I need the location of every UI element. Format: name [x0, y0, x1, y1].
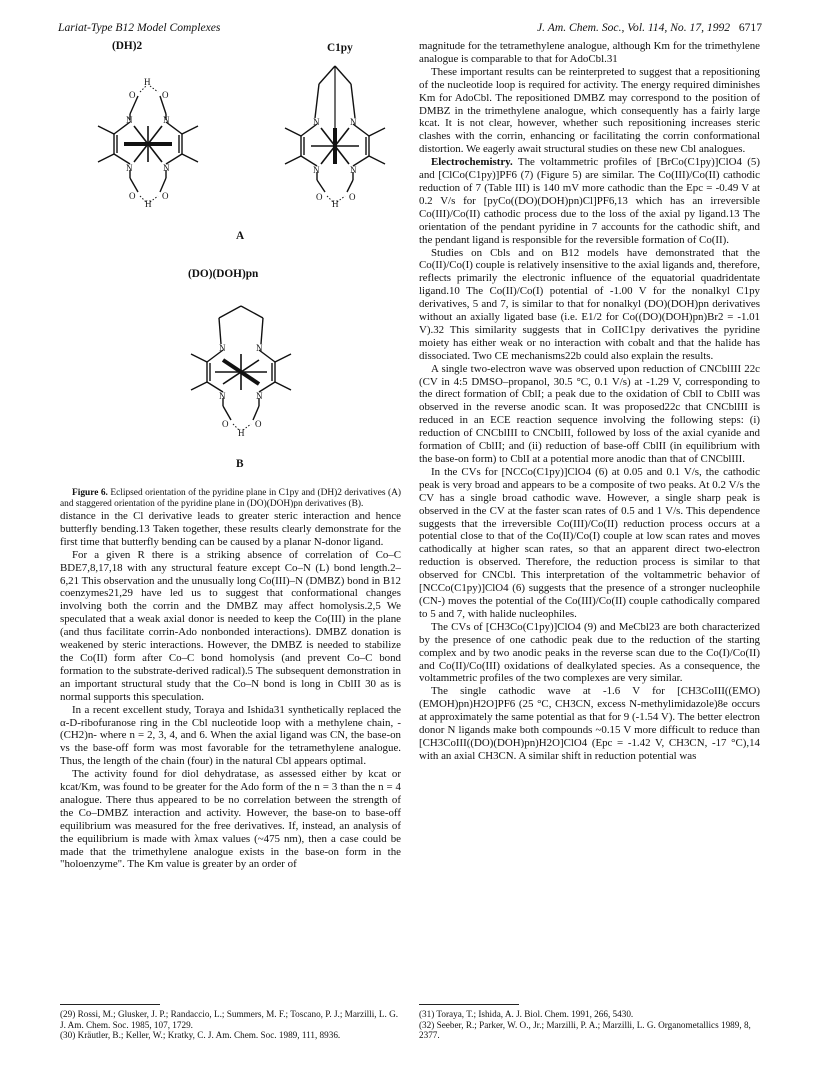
atom-n: N — [126, 115, 133, 125]
paragraph: distance in the Cl derivative leads to greater steric interaction and hence butterfly bending.13 Taken together, these results clearly demonstrate for the first time that butterfly bending can be caused by a planar N-donor ligand. — [60, 510, 401, 548]
reference: (29) Rossi, M.; Glusker, J. P.; Randaccio, L.; Summers, M. F.; Toscano, P. J.; Marzilli, L. G. J. Am. Chem. Soc. 1985, 107, 1729. — [60, 1009, 399, 1030]
figure-caption — [60, 488, 401, 510]
atom-o: O — [316, 192, 323, 202]
label-dh2: (DH)2 — [112, 40, 143, 52]
structure-dodohpn — [181, 300, 301, 450]
atom-n: N — [256, 391, 263, 401]
references-left — [60, 1004, 401, 1041]
atom-o: O — [162, 90, 169, 100]
right-column — [419, 40, 760, 763]
caption-lead: Figure 6. — [72, 488, 108, 498]
atom-n: N — [313, 165, 320, 175]
label-a: A — [236, 230, 245, 242]
paragraph-text: The voltammetric profiles of [BrCo(C1py)]ClO4 (5) and [ClCo(C1py)]PF6 (7) (Figure 5) are similar. The Co(III)/Co(II) cathodic reduction of 7 (Table III) is 140 mV more cathodic than the Epc = -0.49 V at 0.2 V/s for [pyCo((DO)(DOH)pn)Cl]PF6,13 which has an irreversible Co(III)/Co(II) cathodic process due to the loss of the axial py ligand.13 The orientation of the pendant pyridine in 7 accounts for the cathodic shift, and the pendant ligand is responsible for the reversible formation of Co(II). — [419, 156, 760, 246]
figure-6 — [60, 40, 401, 488]
paragraph: magnitude for the tetramethylene analogue, although Km for the trimethylene analogue is comparable to that for AdoCbl.31 — [419, 40, 760, 65]
atom-n: N — [219, 391, 226, 401]
atom-n: N — [163, 115, 170, 125]
atom-o: O — [129, 191, 136, 201]
atom-n: N — [350, 165, 357, 175]
atom-o: O — [129, 90, 136, 100]
atom-n: N — [350, 117, 357, 127]
atom-h: H — [332, 199, 339, 208]
atom-h: H — [145, 199, 152, 208]
journal-header — [537, 21, 762, 34]
references-right — [419, 1004, 760, 1041]
paragraph: In the CVs for [NCCo(C1py)]ClO4 (6) at 0.05 and 0.1 V/s, the cathodic peak is very broad and appears to be a composite of two peaks. At 0.2 V/s the CV has a single broad cathodic wave. However, a single sharp peak is observed in the CV at the faster scan rates of 0.5 and 1 V/s. This dependence suggests that the irreversible Co(III)/Co(II) reduction process occurs at a potential close to that of the Co(II)/Co(I) couple at low scan rates and moves cathodically at higher scan rates, so that an apparent direct two-electron reduction is observed. Therefore, the reduction process is similar to that observed for CNCbl. This interpretation of the voltammetric behavior of [NCCo(C1py)]ClO4 (6) suggests that the presence of a stronger nucleophile (CN-) moves the potential of the Co(III)/Co(II) couple cathodically compared to 5 and 7, with halide nucleophiles. — [419, 465, 760, 620]
paragraph: A single two-electron wave was observed upon reduction of CNCblIII 22c (CV in 4:5 DMSO–propanol, 30.5 °C, 0.1 V/s) at -1.29 V, corresponding to the direct formation of CblI; a peak due to the oxidation of CblI to CblII was observed in the reverse anodic scan. It was proposed22c that CNCblIII is reduced in an ECE reaction sequence involving the following steps: (i) reduction of CNCblIII to CNCblII, followed by loss of the axial cyanide and formation of CblII; and (ii) reduction of base-off CblII (in equilibrium with the base-on form) to CblI at a potential more anodic than that of CNCblIII. — [419, 362, 760, 465]
footnote-rule — [419, 1004, 519, 1005]
reference: (31) Toraya, T.; Ishida, A. J. Biol. Chem. 1991, 266, 5430. — [419, 1009, 634, 1019]
paragraph: Studies on Cbls and on B12 models have demonstrated that the Co(II)/Co(I) couple is relatively insensitive to the axial ligands and, therefore, reflects primarily the electronic influence of the equatorial quadridentate ligand.10 The Co(II)/Co(I) potential of -1.00 V for the nonalkyl C1py derivatives, 5 and 7, is similar to that for nonalkyl (DO)(DOH)pn derivatives without an axially ligated base (i.e. E1/2 for Co((DO)(DOH)pn)Br2 = -1.01 V).32 This similarity suggests that in CoIIC1py derivatives the pyridine moiety has either weak or no interaction with cobalt and that the halide has dissociated. Two CE mechanisms22b could also explain the results. — [419, 246, 760, 362]
section-heading: Electrochemistry. — [431, 156, 513, 169]
paragraph: The single cathodic wave at -1.6 V for [CH3CoIII((EMO)(EMOH)pn)H2O]PF6 (25 °C, CH3CN, excess N-methylimidazole)8e occurs at approximately the same potential as that for 9 (-1.54 V). The better electron donor N ligands make both compounds ~0.15 V more difficult to reduce than [CH3CoIII((DO)(DOH)pn)H2O]ClO4 (Epc = -1.42 V, CH3CN, -17 °C),14 with an axial CH3CN. A similar shift in reduction potential was — [419, 685, 760, 762]
reference: (32) Seeber, R.; Parker, W. O., Jr.; Marzilli, P. A.; Marzilli, L. G. Organometallics 1989, 8, 2377. — [419, 1019, 751, 1041]
page-number: 6717 — [738, 21, 762, 34]
atom-n: N — [256, 343, 263, 353]
journal-line: J. Am. Chem. Soc., Vol. 114, No. 17, 1992 — [537, 21, 731, 34]
label-b: B — [236, 458, 244, 470]
paragraph — [419, 156, 760, 246]
atom-n: N — [313, 117, 320, 127]
structure-c1py — [275, 58, 395, 208]
paragraph: These important results can be reinterpreted to suggest that a repositioning of the nucleotide loop is required for activity. The energy required diminishes Km for AdoCbl. The repositioned DMBZ may correspond to the position of DMBZ in the trimethylene analogue, which consequently has a fairly large kcat. It is not clear, however, whether such repositioning increases steric clashes with the corrin, enhancing or facilitating the corrin conformational distortion. We eagerly await structural studies on these new Cbl analogues. — [419, 65, 760, 156]
atom-o: O — [162, 191, 169, 201]
structure-dh2 — [88, 68, 208, 208]
running-title: Lariat-Type B12 Model Complexes — [58, 21, 221, 34]
atom-h: H — [144, 77, 151, 87]
paragraph: For a given R there is a striking absence of correlation of Co–C BDE7,8,17,18 with any structural feature except Co–N (L) bond length.2–6,21 This observation and the unusually long Co(III)–N (DMBZ) bond in B12 coenzymes21,29 have led us to suggest that conformational changes involving both the corrin and the DMBZ may affect homolysis.2,5 We speculated that a weak axial donor is needed to keep the Co(III) in the plane (and thus facilitate corrin-Ado nonbonded interactions). DMBZ donation is weakened by steric interactions. However, the DMBZ is needed to stabilize the Co(II) form after Co–C bond homolysis (and prevent Co–C bond formation to the substrate-derived radical).5 The subsequent demonstration in an important structural study that the Co–N bond is long in CblII 30 as is normal supports this speculation. — [60, 548, 402, 703]
label-dodohpn: (DO)(DOH)pn — [188, 268, 259, 280]
atom-o: O — [222, 419, 229, 429]
atom-n: N — [126, 163, 133, 173]
left-column — [60, 40, 401, 871]
atom-o: O — [255, 419, 262, 429]
paragraph: The CVs of [CH3Co(C1py)]ClO4 (9) and MeCbl23 are both characterized by the presence of one cathodic peak due to the reduction of the starting complex and by two anodic peaks in the reverse scan due to the Co(I)/Co(II) and Co(II)/Co(III) oxidations of dealkylated species. As a consequence, the voltammetric profiles of the two complexes are very similar. — [419, 620, 760, 685]
reference: (30) Kräutler, B.; Keller, W.; Kratky, C. J. Am. Chem. Soc. 1989, 111, 8936. — [60, 1030, 341, 1041]
atom-n: N — [163, 163, 170, 173]
atom-n: N — [219, 343, 226, 353]
caption-text: Eclipsed orientation of the pyridine plane in C1py and (DH)2 derivatives (A) and staggered orientation of the pyridine plane in (DO)(DOH)pn derivatives (B). — [60, 488, 402, 509]
paragraph: In a recent excellent study, Toraya and Ishida31 synthetically replaced the α-D-ribofuranose ring in the Cbl nucleotide loop with a methylene chain, -(CH2)n- where n = 2, 3, 4, and 6. When the axial ligand was CN, the base-on vs the base-off form was most favorable for the tetramethylene analogue. Thus, the length of the chain (four) in the natural Cbl appears optimal. — [60, 703, 401, 768]
label-c1py: C1py — [327, 42, 353, 54]
atom-o: O — [349, 192, 356, 202]
footnote-rule — [60, 1004, 160, 1005]
paragraph: The activity found for diol dehydratase, as assessed either by kcat or kcat/Km, was found to be greater for the Ado form of the n = 3 than the n = 4 analogue. There thus appeared to be no correlation between the strength of the Co–DMBZ interaction and activity. However, the base-on to base-off equilibrium was measured for the free derivatives. If, instead, an analysis of the equilibrium is made with λmax values (~475 nm), then a case could be made that the trimethylene analogue exists in the base-on form in the "holoenzyme". The Km value is greater by an order of — [60, 768, 401, 871]
atom-h: H — [238, 428, 245, 438]
